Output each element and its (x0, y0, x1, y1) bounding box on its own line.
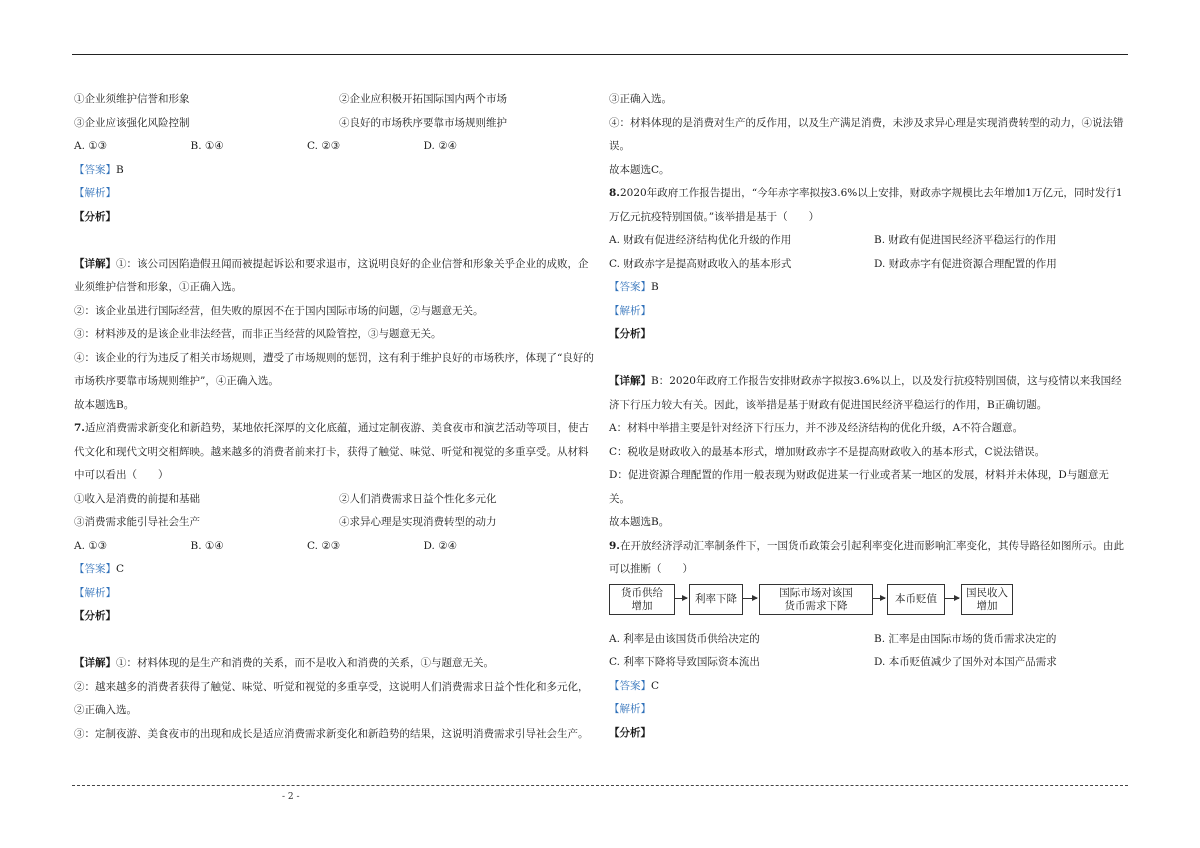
q8-stem (609, 182, 1129, 229)
q7-number: 7. (74, 422, 85, 434)
q8-option-d: D. 财政赤字有促进资源合理配置的作用 (874, 257, 1057, 270)
q9-option-b: B. 汇率是由国际市场的货币需求决定的 (874, 632, 1057, 645)
answer-tag: 【答案】 (74, 163, 116, 176)
q7-option-1: ①收入是消费的前提和基础 (74, 492, 200, 505)
detail-tag: 【详解】 (74, 257, 116, 270)
flow-arrow (675, 598, 687, 599)
flow-arrow (873, 598, 885, 599)
q9-fenxi-tag: 【分析】 (609, 726, 651, 739)
q7-option-4: ④求异心理是实现消费转型的动力 (339, 516, 497, 528)
q8-detail-1 (609, 370, 1129, 417)
q8-detail-2: A：材料中举措主要是针对经济下行压力，并不涉及经济结构的优化升级，A不符合题意。 (609, 422, 1024, 434)
detail-text: B：2020年政府工作报告安排财政赤字拟按3.6%以上，以及发行抗疫特别国债，这与疫情以来我国经济下行压力较大有关。因此，该举措是基于财政有促进国民经济平稳运行的作用，B正确切题。 (609, 375, 1122, 411)
flow-box-label: 增加 (976, 599, 998, 612)
answer-value: C (651, 679, 660, 692)
q9-option-c: C. 利率下降将导致国际资本流出 (609, 656, 760, 668)
answer-value: C (116, 563, 125, 575)
detail-tag: 【详解】 (74, 657, 116, 669)
flow-box-interest-rate (689, 584, 743, 615)
q7-detail-1 (74, 652, 594, 676)
flow-box-label: 本币贬值 (895, 593, 937, 605)
q8-number: 8. (609, 187, 620, 199)
left-column (74, 88, 594, 746)
q8-options-row1 (609, 229, 1129, 253)
answer-tag: 【答案】 (74, 563, 116, 575)
detail-text: ①：该公司因陷造假丑闻而被提起诉讼和要求退市，这说明良好的企业信誉和形象关乎企业的成败，企业须维护信誉和形象，①正确入选。 (74, 257, 589, 293)
q7-stem (74, 417, 594, 488)
q6-choice-d: D. ②④ (423, 140, 458, 152)
q7-continued-2: ④：材料体现的是消费对生产的反作用，以及生产满足消费，未涉及求异心理是实现消费转型的动力，④说法错误。 (609, 116, 1124, 152)
flow-box-currency-demand (759, 584, 873, 615)
q6-options-row2 (74, 112, 594, 136)
q9-number: 9. (609, 539, 620, 552)
header-rule (72, 54, 1128, 55)
flow-box-national-income (961, 584, 1013, 615)
q6-detail-1 (74, 253, 594, 300)
q7-choice-c: C. ②③ (307, 539, 341, 552)
q6-option-1: ①企业须维护信誉和形象 (74, 93, 190, 105)
q6-option-4: ④良好的市场秩序要靠市场规则维护 (339, 116, 507, 129)
q8-option-c: C. 财政赤字是提高财政收入的基本形式 (609, 257, 792, 270)
q8-option-b: B. 财政有促进国民经济平稳运行的作用 (874, 234, 1057, 246)
q8-option-a: A. 财政有促进经济结构优化升级的作用 (609, 234, 792, 246)
answer-value: B (116, 163, 124, 176)
q7-answer (74, 558, 594, 582)
q7-conclusion: 故本题选C。 (609, 163, 670, 176)
footer-rule (72, 785, 1128, 786)
q9-option-d: D. 本币贬值减少了国外对本国产品需求 (874, 656, 1057, 668)
answer-value: B (651, 281, 659, 293)
flow-box-label: 利率下降 (695, 593, 737, 605)
q8-detail-4: D：促进资源合理配置的作用一般表现为财政促进某一行业或者某一地区的发展，材料并未体现，D与题意无关。 (609, 469, 1109, 505)
q8-fenxi-tag: 【分析】 (609, 328, 651, 340)
answer-tag: 【答案】 (609, 281, 651, 293)
q6-detail-4: ④：该企业的行为违反了相关市场规则，遭受了市场规则的惩罚，这有利于维护良好的市场秩序，体现了“良好的市场秩序要靠市场规则维护”，④正确入选。 (74, 351, 594, 387)
q7-stem-text: 适应消费需求新变化和新趋势，某地依托深厚的文化底蕴，通过定制夜游、美食夜市和演艺活动等项目，使古代文化和现代文明交相辉映。越来越多的消费者前来打卡，获得了触觉、味觉、听觉和视觉的多重享受。从材料中可以看出（ ） (74, 422, 589, 481)
q6-answer (74, 159, 594, 183)
q7-choice-b: B. ①④ (190, 539, 224, 552)
q7-option-3: ③消费需求能引导社会生产 (74, 516, 200, 528)
q6-choices (74, 135, 534, 159)
flow-box-label: 国际市场对该国 (779, 586, 853, 599)
q6-choice-a: A. ①③ (74, 140, 108, 152)
q7-fenxi-tag: 【分析】 (74, 610, 116, 622)
q9-options-row2 (609, 651, 1129, 675)
q7-choice-d: D. ②④ (423, 539, 458, 552)
detail-tag: 【详解】 (609, 375, 651, 387)
q6-jiexi-tag: 【解析】 (74, 187, 116, 199)
flow-box-label: 货币供给 (621, 586, 663, 599)
flow-box-label: 国民收入 (966, 586, 1008, 599)
flow-box-label: 增加 (631, 599, 653, 612)
q7-detail-2: ②：越来越多的消费者获得了触觉、味觉、听觉和视觉的多重享受，这说明人们消费需求日益个性化和多元化，②正确入选。 (74, 680, 589, 716)
transmission-flow-diagram (609, 584, 1129, 626)
q6-fenxi-tag: 【分析】 (74, 210, 116, 223)
detail-text: ①：材料体现的是生产和消费的关系，而不是收入和消费的关系，①与题意无关。 (116, 657, 494, 669)
answer-tag: 【答案】 (609, 679, 651, 692)
q6-conclusion: 故本题选B。 (74, 398, 135, 411)
q9-answer (609, 675, 1129, 699)
q9-option-a: A. 利率是由该国货币供给决定的 (609, 632, 760, 645)
flow-box-label: 货币需求下降 (784, 599, 848, 612)
q8-stem-text: 2020年政府工作报告提出，“今年赤字率拟按3.6%以上安排，财政赤字规模比去年增加1万亿元，同时发行1万亿元抗疫特别国债。”该举措是基于（ ） (609, 187, 1123, 223)
q7-continued-1: ③正确入选。 (609, 93, 672, 105)
q6-options-row1 (74, 88, 594, 112)
flow-arrow (945, 598, 959, 599)
q7-option-2: ②人们消费需求日益个性化多元化 (339, 492, 497, 505)
q6-choice-c: C. ②③ (307, 140, 341, 152)
q7-options-row1 (74, 488, 594, 512)
flow-arrow (743, 598, 757, 599)
page-number: - 2 - (282, 792, 300, 802)
q8-detail-3: C：税收是财政收入的最基本形式，增加财政赤字不是提高财政收入的基本形式，C说法错误。 (609, 445, 1046, 458)
q8-answer (609, 276, 1129, 300)
q7-options-row2 (74, 511, 594, 535)
q8-options-row2 (609, 253, 1129, 277)
q8-jiexi-tag: 【解析】 (609, 304, 651, 317)
right-column (609, 88, 1129, 745)
q9-stem (609, 535, 1129, 582)
q6-option-3: ③企业应该强化风险控制 (74, 116, 190, 129)
q7-choice-a: A. ①③ (74, 539, 108, 552)
q9-options-row1 (609, 628, 1129, 652)
q7-choices (74, 535, 534, 559)
q6-detail-2: ②：该企业虽进行国际经营，但失败的原因不在于国内国际市场的问题，②与题意无关。 (74, 304, 484, 317)
q8-conclusion: 故本题选B。 (609, 516, 670, 528)
q7-jiexi-tag: 【解析】 (74, 586, 116, 599)
q9-jiexi-tag: 【解析】 (609, 703, 651, 715)
flow-box-money-supply (609, 584, 675, 615)
flow-box-depreciation (887, 584, 945, 615)
q6-option-2: ②企业应积极开拓国际国内两个市场 (339, 93, 507, 105)
q6-detail-3: ③：材料涉及的是该企业非法经营，而非正当经营的风险管控，③与题意无关。 (74, 328, 442, 340)
q7-detail-3: ③：定制夜游、美食夜市的出现和成长是适应消费需求新变化和新趋势的结果，这说明消费需求引导社会生产。 (74, 727, 589, 740)
q6-choice-b: B. ①④ (190, 140, 224, 152)
q9-stem-text: 在开放经济浮动汇率制条件下，一国货币政策会引起利率变化进而影响汇率变化，其传导路径如图所示。由此可以推断（ ） (609, 539, 1124, 575)
